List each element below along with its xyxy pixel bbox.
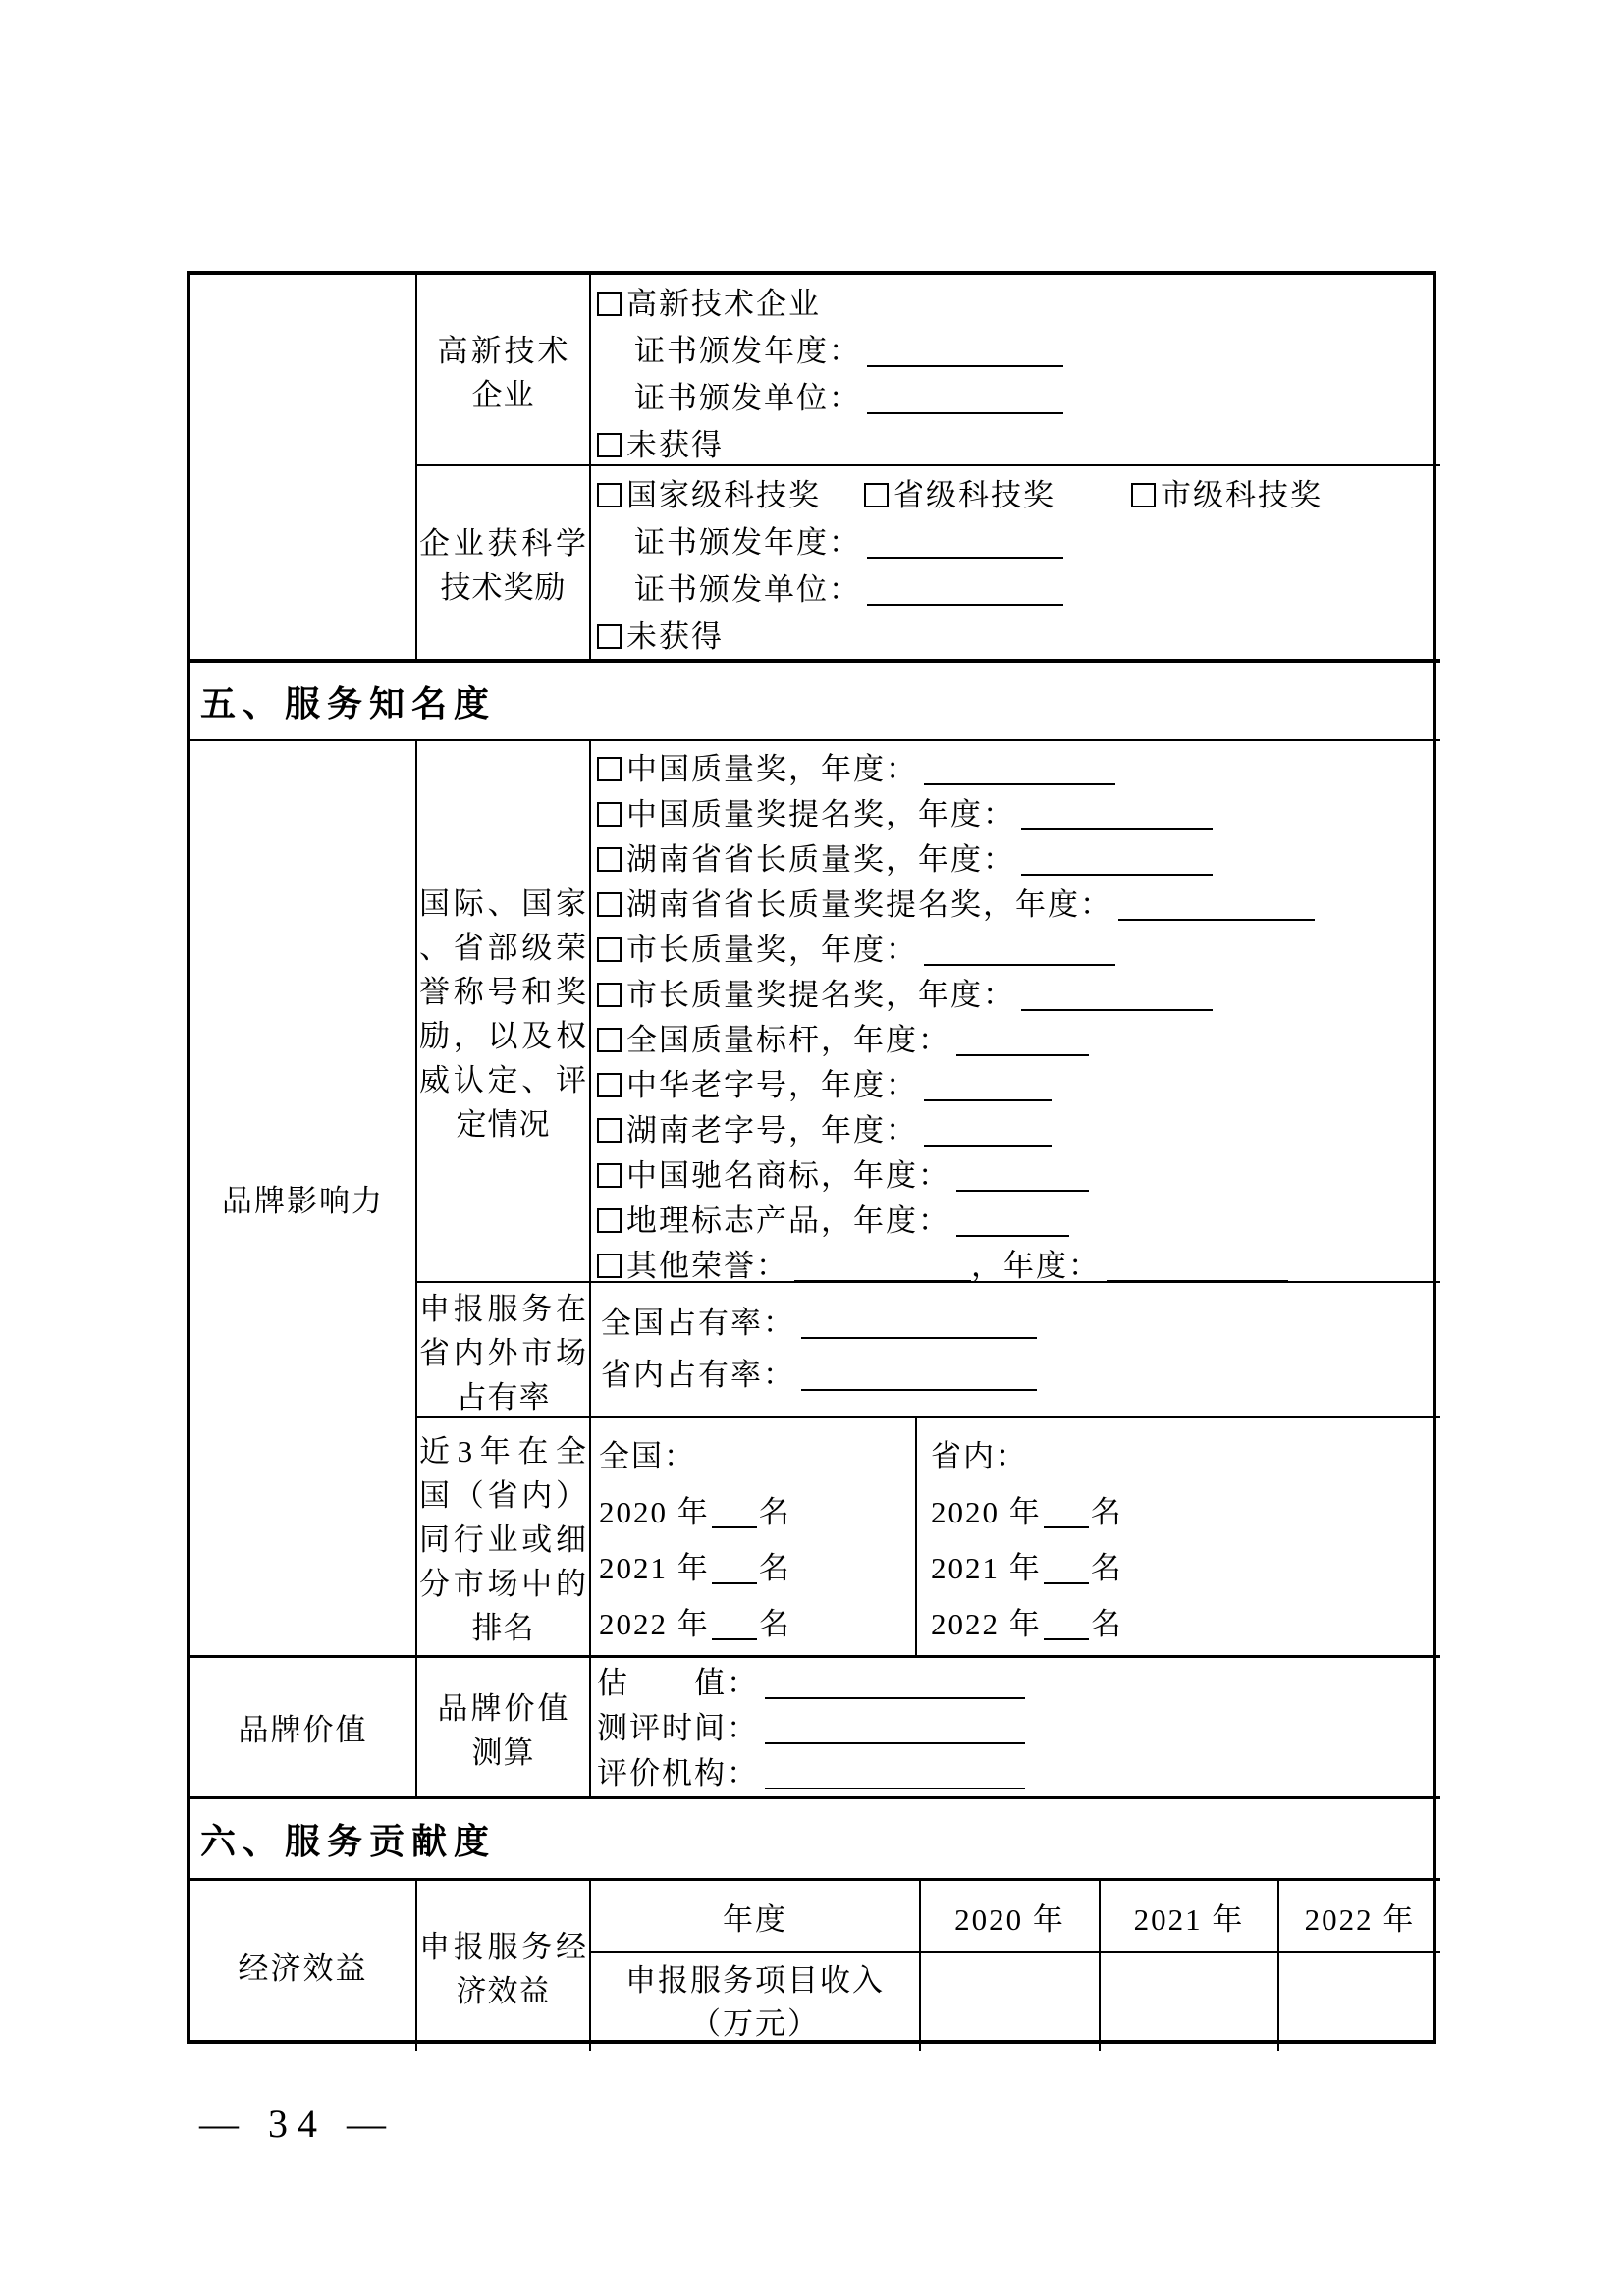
cell-ranking-provincial: [917, 1418, 1440, 1658]
checkbox-icon: [597, 1118, 622, 1143]
ranking-provincial-title: 省内：: [931, 1439, 1028, 1473]
brand-value-label: 品牌价值: [238, 1713, 368, 1747]
tech-enterprise-option-row: [597, 281, 1440, 328]
application-form-table: [187, 271, 1436, 2044]
cell-income-2021: [1101, 1953, 1279, 2051]
sci-award-option-city: [1131, 478, 1323, 512]
honors-label: 国际、国家、省部级荣誉称号和奖励，以及权威认定、评定情况: [419, 886, 587, 1142]
cell-economic-sublabel: [417, 1881, 591, 2051]
blank-field: [765, 1713, 1025, 1744]
section5-title: 五、服务知名度: [200, 683, 497, 723]
rank-suffix: 名: [758, 1551, 791, 1585]
option-label: 国家级科技奖: [626, 478, 821, 512]
checkbox-icon: [597, 937, 622, 962]
valuation-label: 估 值：: [597, 1666, 759, 1700]
cert-year-row: [597, 328, 1440, 375]
sci-award-option-national: [597, 472, 864, 519]
cell-year-header: [591, 1881, 921, 1953]
honor-item-label: 中华老字号，年度：: [626, 1068, 918, 1102]
section5-header: [190, 663, 1440, 741]
tech-enterprise-label: 高新技术企业: [437, 333, 569, 412]
blank-field: [956, 1205, 1069, 1237]
blank-field: [1021, 844, 1213, 876]
checkbox-icon: [597, 483, 622, 507]
market-share-label: 申报服务在省内外市场占有率: [419, 1291, 587, 1415]
national-share-label: 全国占有率：: [601, 1306, 795, 1340]
honor-item-label: 中国质量奖，年度：: [626, 752, 918, 786]
checkbox-icon: [597, 1254, 622, 1278]
section6-header: [190, 1799, 1440, 1881]
honor-item: [597, 792, 1440, 837]
provincial-share-row: [601, 1349, 1440, 1401]
blank-field: [1044, 1609, 1089, 1640]
honor-item: [597, 747, 1440, 792]
cell-ranking-label: [417, 1418, 591, 1658]
checkbox-icon: [597, 1208, 622, 1233]
cell-brand-value-body: [591, 1658, 1440, 1799]
blank-field: [712, 1553, 757, 1584]
sci-award-options-row: [597, 472, 1440, 519]
honor-item: [597, 1108, 1440, 1153]
checkbox-icon: [597, 624, 622, 649]
honor-item: [597, 1199, 1440, 1244]
checkbox-icon: [597, 1028, 622, 1052]
honor-item-label: 地理标志产品，年度：: [626, 1203, 950, 1238]
rank-year: 2020 年: [931, 1495, 1042, 1529]
year-2022-label: 2022 年: [1304, 1901, 1416, 1937]
blank-field: [924, 1070, 1052, 1101]
cell-income-label: [591, 1953, 921, 2051]
blank-field: [801, 1360, 1037, 1391]
checkbox-icon: [864, 483, 889, 507]
economic-sublabel: 申报服务经济效益: [419, 1929, 587, 2008]
eval-time-label: 测评时间：: [597, 1711, 759, 1745]
checkbox-icon: [597, 1073, 622, 1097]
cell-brand-value-label: [190, 1658, 417, 1799]
cert-year-row: [597, 519, 1440, 566]
cell-ranking-national: [591, 1418, 917, 1658]
sci-award-label: 企业获科学技术奖励: [419, 526, 587, 605]
ranking-row: [931, 1540, 1440, 1596]
honor-other-mid: ，年度：: [971, 1249, 1101, 1283]
ranking-row: [599, 1484, 915, 1540]
blank-field: [867, 336, 1063, 367]
sci-award-option-provincial: [864, 472, 1131, 519]
honor-other-prefix: 其他荣誉：: [626, 1249, 788, 1283]
blank-field: [765, 1668, 1025, 1699]
cell-brand-influence-label: [190, 741, 417, 1658]
income-label: 申报服务项目收入（万元）: [625, 1962, 885, 2041]
cell-year-2020: [921, 1881, 1101, 1953]
honor-item-label: 湖南省省长质量奖，年度：: [626, 842, 1015, 877]
blank-field: [924, 754, 1115, 785]
economic-label: 经济效益: [238, 1951, 368, 1986]
cell-income-2020: [921, 1953, 1101, 2051]
valuation-row: [597, 1661, 1440, 1706]
section6-title: 六、服务贡献度: [200, 1821, 497, 1861]
rank-year: 2021 年: [599, 1551, 710, 1585]
honor-item: [597, 837, 1440, 882]
checkbox-icon: [597, 292, 622, 316]
cert-org-row: [597, 566, 1440, 614]
option-label: 省级科技奖: [893, 478, 1055, 512]
checkbox-icon: [597, 983, 622, 1007]
not-obtained-label: 未获得: [626, 619, 724, 654]
option-label: 市级科技奖: [1161, 478, 1323, 512]
rank-suffix: 名: [1090, 1607, 1123, 1641]
honor-item: [597, 973, 1440, 1018]
cell-economic-label: [190, 1881, 417, 2051]
rank-year: 2022 年: [931, 1607, 1042, 1641]
blank-field: [712, 1497, 757, 1528]
blank-field: [1107, 1251, 1288, 1282]
ranking-national-title: 全国：: [599, 1439, 696, 1473]
blank-field: [924, 934, 1115, 966]
cell-honors-body: [591, 741, 1440, 1283]
not-obtained-row: [597, 614, 1440, 661]
year-2021-label: 2021 年: [1133, 1901, 1245, 1937]
blank-field: [1044, 1553, 1089, 1584]
brand-influence-label: 品牌影响力: [222, 1184, 384, 1218]
cert-year-label: 证书颁发年度：: [634, 334, 861, 368]
cell-brand-value-sublabel: [417, 1658, 591, 1799]
honor-item-label: 中国驰名商标，年度：: [626, 1158, 950, 1193]
honor-item-label: 市长质量奖提名奖，年度：: [626, 978, 1015, 1012]
blank-field: [765, 1758, 1025, 1789]
checkbox-icon: [1131, 483, 1156, 507]
honor-item: [597, 1018, 1440, 1063]
honor-item-label: 中国质量奖提名奖，年度：: [626, 797, 1015, 831]
honor-item-label: 湖南老字号，年度：: [626, 1113, 918, 1148]
blank-field: [801, 1308, 1037, 1339]
not-obtained-row: [597, 422, 1440, 469]
cell-tech-enterprise-label: [417, 275, 591, 466]
eval-org-label: 评价机构：: [597, 1756, 759, 1790]
ranking-row: [599, 1540, 915, 1596]
checkbox-icon: [597, 847, 622, 872]
provincial-share-label: 省内占有率：: [601, 1358, 795, 1392]
page-number: — 34 —: [199, 2102, 396, 2146]
rank-year: 2021 年: [931, 1551, 1042, 1585]
cert-org-label: 证书颁发单位：: [634, 381, 861, 415]
blank-field: [712, 1609, 757, 1640]
tech-enterprise-option-label: 高新技术企业: [626, 287, 821, 321]
cell-income-2022: [1279, 1953, 1440, 2051]
cell-year-2022: [1279, 1881, 1440, 1953]
blank-field: [867, 383, 1063, 414]
cell-market-share-label: [417, 1283, 591, 1418]
cell-honors-label: [417, 741, 591, 1283]
checkbox-icon: [597, 757, 622, 781]
brand-value-sublabel: 品牌价值测算: [437, 1690, 569, 1770]
blank-field: [1021, 980, 1213, 1011]
checkbox-icon: [597, 1163, 622, 1188]
year-2020-label: 2020 年: [954, 1901, 1065, 1937]
checkbox-icon: [597, 892, 622, 917]
honor-item-label: 市长质量奖，年度：: [626, 933, 918, 967]
blank-field: [867, 527, 1063, 559]
blank-field: [956, 1160, 1089, 1192]
honor-item: [597, 928, 1440, 973]
blank-field: [1021, 799, 1213, 830]
honor-item-label: 湖南省省长质量奖提名奖，年度：: [626, 887, 1112, 922]
cert-year-label: 证书颁发年度：: [634, 525, 861, 560]
checkbox-icon: [597, 802, 622, 827]
cell-market-share-body: [591, 1283, 1440, 1418]
rank-suffix: 名: [758, 1607, 791, 1641]
cell-year-2021: [1101, 1881, 1279, 1953]
rank-suffix: 名: [758, 1495, 791, 1529]
cert-org-label: 证书颁发单位：: [634, 572, 861, 607]
not-obtained-label: 未获得: [626, 428, 724, 462]
blank-field: [924, 1115, 1052, 1147]
honor-item: [597, 1063, 1440, 1108]
blank-field: [867, 574, 1063, 606]
honor-item: [597, 1153, 1440, 1199]
cell-sci-award-body: [591, 466, 1440, 663]
cell-sci-award-label: [417, 466, 591, 663]
cell-tech-enterprise-body: [591, 275, 1440, 466]
rank-year: 2022 年: [599, 1607, 710, 1641]
cert-org-row: [597, 375, 1440, 422]
rank-suffix: 名: [1090, 1551, 1123, 1585]
blank-field: [1118, 889, 1315, 921]
checkbox-icon: [597, 433, 622, 457]
rank-year: 2020 年: [599, 1495, 710, 1529]
cell-empty-rowgroup: [190, 275, 417, 663]
year-header-label: 年度: [723, 1901, 787, 1937]
blank-field: [1044, 1497, 1089, 1528]
honor-item: [597, 882, 1440, 928]
ranking-row: [931, 1596, 1440, 1652]
ranking-row: [599, 1596, 915, 1652]
national-share-row: [601, 1297, 1440, 1349]
eval-org-row: [597, 1751, 1440, 1796]
ranking-label: 近3年在全国（省内）同行业或细分市场中的排名: [419, 1434, 587, 1645]
eval-time-row: [597, 1706, 1440, 1751]
ranking-row: [931, 1484, 1440, 1540]
honor-item-label: 全国质量标杆，年度：: [626, 1023, 950, 1057]
blank-field: [794, 1251, 971, 1282]
rank-suffix: 名: [1090, 1495, 1123, 1529]
blank-field: [956, 1025, 1089, 1056]
